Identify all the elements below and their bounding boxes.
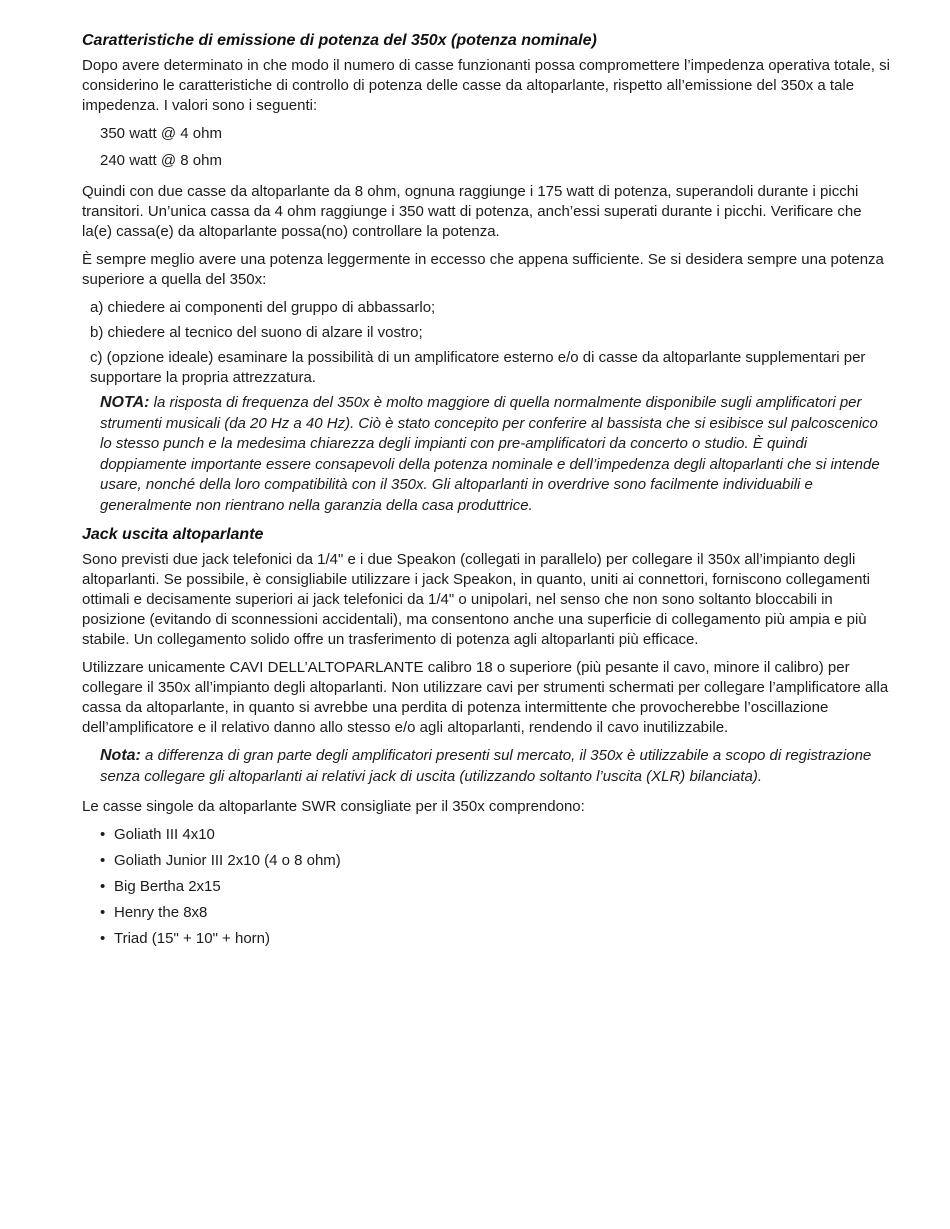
power-value-4ohm: 350 watt @ 4 ohm bbox=[100, 125, 222, 142]
option-b: b) chiedere al tecnico del suono di alzare il vostro; bbox=[90, 324, 423, 341]
note-frequency-response bbox=[100, 393, 890, 516]
paragraph-cabinets-intro: Le casse singole da altoparlante SWR consigliate per il 350x comprendono: bbox=[82, 798, 585, 815]
bullet-icon: • bbox=[100, 904, 106, 921]
option-a: a) chiedere ai componenti del gruppo di abbassarlo; bbox=[90, 299, 436, 316]
paragraph-intro: Dopo avere determinato in che modo il numero di casse funzionanti possa compromettere l’impedenza operativa totale, si considerino le caratteristiche di controllo di potenza delle casse da altoparlante, rispetto all’emissione del 350x a tale impedenza. I valori sono i seguenti: bbox=[82, 57, 890, 114]
bullet-icon: • bbox=[100, 852, 106, 869]
bullet-icon: • bbox=[100, 826, 106, 843]
note-text: la risposta di frequenza del 350x è molto maggiore di quella normalmente disponibile sugli amplificatori per strumenti musicali (da 20 Hz a 40 Hz). Ciò è stato concepito per conferire al bassista che si esibisce sul palcoscenico lo stesso punch e la medesima chiarezza degli impianti con pre-amplificatori da concerto o studio. È quindi doppiamente importante essere consapevoli della potenza nominale e dell’impedenza degli altoparlanti che si intende usare, nonché della loro compatibilità con il 350x. Gli altoparlanti in overdrive sono facilmente individuabili e generalmente non rientrano nella garanzia della casa produttrice. bbox=[100, 394, 880, 514]
note-label: NOTA: bbox=[100, 394, 150, 411]
list-item: • Henry the 8x8 bbox=[100, 904, 208, 921]
note-label: Nota: bbox=[100, 747, 141, 764]
section-heading-power: Caratteristiche di emissione di potenza del 350x (potenza nominale) bbox=[82, 32, 597, 49]
paragraph-excess-power: È sempre meglio avere una potenza leggermente in eccesso che appena sufficiente. Se si desidera sempre una potenza superiore a quella del 350x: bbox=[82, 251, 884, 288]
power-value-8ohm: 240 watt @ 8 ohm bbox=[100, 152, 222, 169]
paragraph-peaks: Quindi con due casse da altoparlante da 8 ohm, ognuna raggiunge i 175 watt di potenza, superandoli durante i picchi transitori. Un’unica cassa da 4 ohm raggiunge i 350 watt di potenza, anch’essi superati durante i picchi. Verificare che la(e) cassa(e) da altoparlante possa(no) controllare la potenza. bbox=[82, 183, 862, 240]
section-heading-jack: Jack uscita altoparlante bbox=[82, 526, 264, 543]
note-text: a differenza di gran parte degli amplificatori presenti sul mercato, il 350x è utilizzabile a scopo di registrazione senza collegare gli altoparlanti ai relativi jack di uscita (utilizzando soltanto l’uscita (XLR) bilanciata). bbox=[100, 747, 872, 785]
bullet-icon: • bbox=[100, 878, 106, 895]
list-item: • Goliath III 4x10 bbox=[100, 826, 215, 843]
cabinet-list bbox=[82, 825, 890, 949]
bullet-icon: • bbox=[100, 930, 106, 947]
list-item: • Big Bertha 2x15 bbox=[100, 878, 221, 895]
note-recording bbox=[100, 746, 890, 787]
paragraph-cables: Utilizzare unicamente CAVI DELL’ALTOPARLANTE calibro 18 o superiore (più pesante il cavo, minore il calibro) per collegare il 350x all’impianto degli altoparlanti. Non utilizzare cavi per strumenti schermati per collegare l’amplificatore alla cassa da altoparlante, in quanto si avrebbe una perdita di potenza intermittente che provocherebbe l’oscillazione dell’amplificatore e il relativo danno allo stesso e/o agli altoparlanti, rendendo il cavo inutilizzabile. bbox=[82, 659, 889, 736]
list-item: • Triad (15" + 10" + horn) bbox=[100, 930, 271, 947]
option-c: c) (opzione ideale) esaminare la possibilità di un amplificatore esterno e/o di casse da altoparlante supplementari per supportare la propria attrezzatura. bbox=[90, 349, 866, 386]
paragraph-jacks: Sono previsti due jack telefonici da 1/4" e i due Speakon (collegati in parallelo) per collegare il 350x all’impianto degli altoparlanti. Se possibile, è consigliabile utilizzare i jack Speakon, in quanto, uniti ai connettori, forniscono collegamenti ottimali e decisamente superiori ai jack telefonici da 1/4" o unipolari, nel senso che non sono soltanto bloccabili in posizione (evitando di sconnessioni accidentali), ma consentono anche una superficie di collegamento più ampia e più stabile. Un collegamento solido offre un trasferimento di potenza agli altoparlanti più efficace. bbox=[82, 551, 870, 648]
list-item: • Goliath Junior III 2x10 (4 o 8 ohm) bbox=[100, 852, 341, 869]
